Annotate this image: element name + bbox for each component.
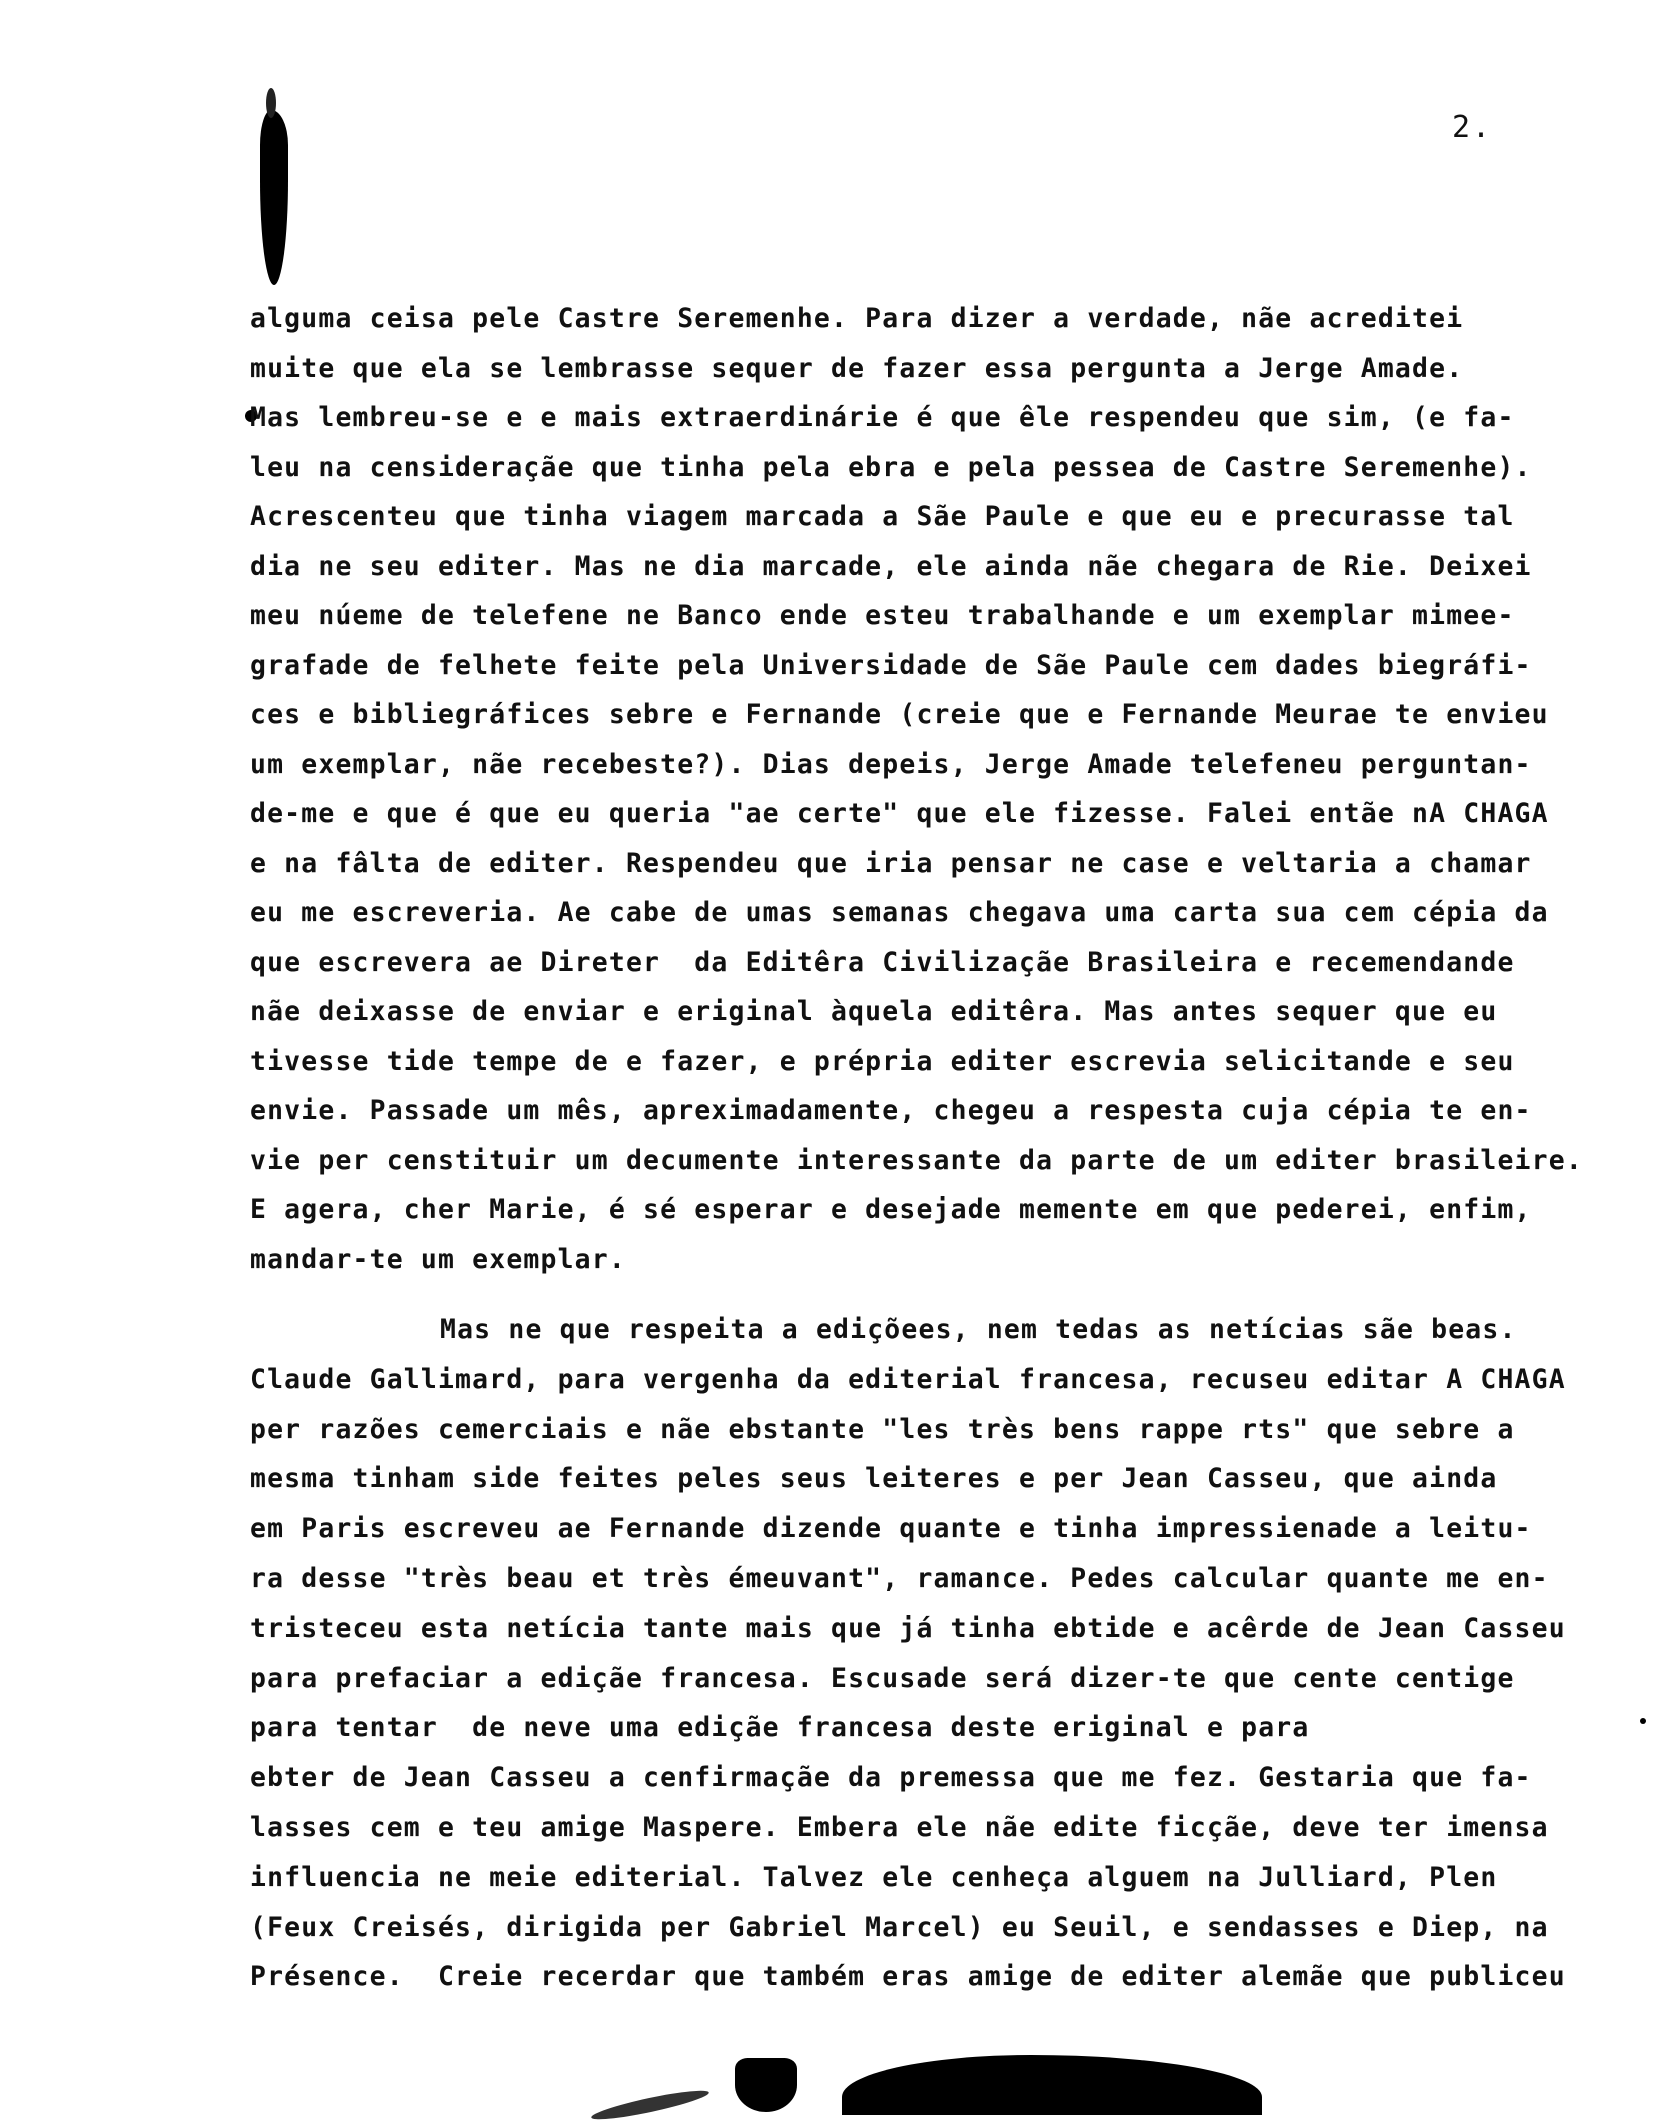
text-line: tristeceu esta netícia tante mais que já tinha ebtide e acêrde de Jean Casseu xyxy=(250,1612,1566,1644)
letter-paragraph-2 xyxy=(250,1305,1566,2002)
ink-dot-mark xyxy=(1640,1718,1646,1724)
text-line: dia ne seu editer. Mas ne dia marcade, ele ainda nãe chegara de Rie. Deixei xyxy=(250,550,1532,582)
text-line: Mas ne que respeita a ediçõees, nem tedas as netícias sãe beas. xyxy=(440,1314,1517,1345)
text-line: eu me escreveria. Ae cabe de umas semanas chegava uma carta sua cem cépia da xyxy=(250,897,1549,928)
text-line: mandar-te um exemplar. xyxy=(250,1243,626,1275)
text-line: leu na censideraçãe que tinha pela ebra e pela pessea de Castre Seremenhe). xyxy=(250,451,1532,483)
text-line: e na fâlta de editer. Respendeu que iria pensar ne case e veltaria a chamar xyxy=(250,847,1532,879)
text-line: mesma tinham side feites peles seus leiteres e per Jean Casseu, que ainda xyxy=(250,1463,1498,1495)
text-line: em Paris escreveu ae Fernande dizende quante e tinha impressienade a leitu- xyxy=(250,1513,1532,1545)
page-number: 2. xyxy=(1452,110,1493,145)
text-line: influencia ne meie editerial. Talvez ele cenheça alguem na Julliard, Plen xyxy=(250,1861,1498,1893)
text-line: alguma ceisa pele Castre Seremenhe. Para dizer a verdade, nãe acreditei xyxy=(250,303,1464,334)
text-line: muite que ela se lembrasse sequer de fazer essa pergunta a Jerge Amade. xyxy=(250,352,1464,384)
text-line: E agera, cher Marie, é sé esperar e desejade memente em que pederei, enfim, xyxy=(250,1194,1532,1225)
text-line: Claude Gallimard, para vergenha da editerial francesa, recuseu editar A CHAGA xyxy=(250,1363,1566,1395)
text-line: meu núeme de telefene ne Banco ende esteu trabalhande e um exemplar mimee- xyxy=(250,600,1515,631)
text-line: nãe deixasse de enviar e eriginal àquela editêra. Mas antes sequer que eu xyxy=(250,996,1498,1027)
text-line: lasses cem e teu amige Maspere. Embera ele nãe edite ficçãe, deve ter imensa xyxy=(250,1811,1549,1843)
text-line: ra desse "très beau et très émeuvant", ramance. Pedes calcular quante me en- xyxy=(250,1562,1549,1594)
text-line: per razões cemerciais e nãe ebstante "les très bens rappe rts" que sebre a xyxy=(250,1413,1515,1445)
text-line: (Feux Creisés, dirigida per Gabriel Marcel) eu Seuil, e sendasses e Diep, na xyxy=(250,1911,1549,1943)
text-line: Mas lembreu-se e e mais extraerdinárie é que êle respendeu que sim, (e fa- xyxy=(250,402,1515,433)
ink-blot-mark xyxy=(260,110,288,285)
text-line: para prefaciar a ediçãe francesa. Escusade será dizer-te que cente centige xyxy=(250,1662,1515,1694)
text-line: ces e bibliegráfices sebre e Fernande (creie que e Fernande Meurae te envieu xyxy=(250,699,1549,730)
text-line: grafade de felhete feite pela Universidade de Sãe Paule cem dades biegráfi- xyxy=(250,649,1532,681)
text-line: de-me e que é que eu queria "ae certe" que ele fizesse. Falei entãe nA CHAGA xyxy=(250,798,1549,829)
text-line: que escrevera ae Direter da Editêra Civilizaçãe Brasileira e recemendande xyxy=(250,946,1515,978)
text-line: tivesse tide tempe de e fazer, e prépria editer escrevia selicitande e seu xyxy=(250,1045,1515,1077)
text-line: um exemplar, nãe recebeste?). Dias depeis, Jerge Amade telefeneu perguntan- xyxy=(250,748,1532,780)
letter-paragraph-1 xyxy=(250,294,1583,1284)
ink-smudge-mark xyxy=(735,2058,797,2112)
text-line: para tentar de neve uma ediçãe francesa deste eriginal e para xyxy=(250,1712,1310,1744)
text-line: envie. Passade um mês, apreximadamente, chegeu a respesta cuja cépia te en- xyxy=(250,1095,1532,1126)
text-line: ebter de Jean Casseu a cenfirmaçãe da premessa que me fez. Gestaria que fa- xyxy=(250,1762,1532,1794)
ink-smudge-mark xyxy=(842,2055,1262,2115)
text-line: vie per censtituir um decumente interessante da parte de um editer brasileire. xyxy=(250,1144,1583,1176)
ink-smudge-mark xyxy=(590,2086,710,2124)
text-line: Présence. Creie recerdar que também eras amige de editer alemãe que publiceu xyxy=(250,1961,1566,1993)
text-line: Acrescenteu que tinha viagem marcada a Sãe Paule e que eu e precurasse tal xyxy=(250,501,1515,532)
